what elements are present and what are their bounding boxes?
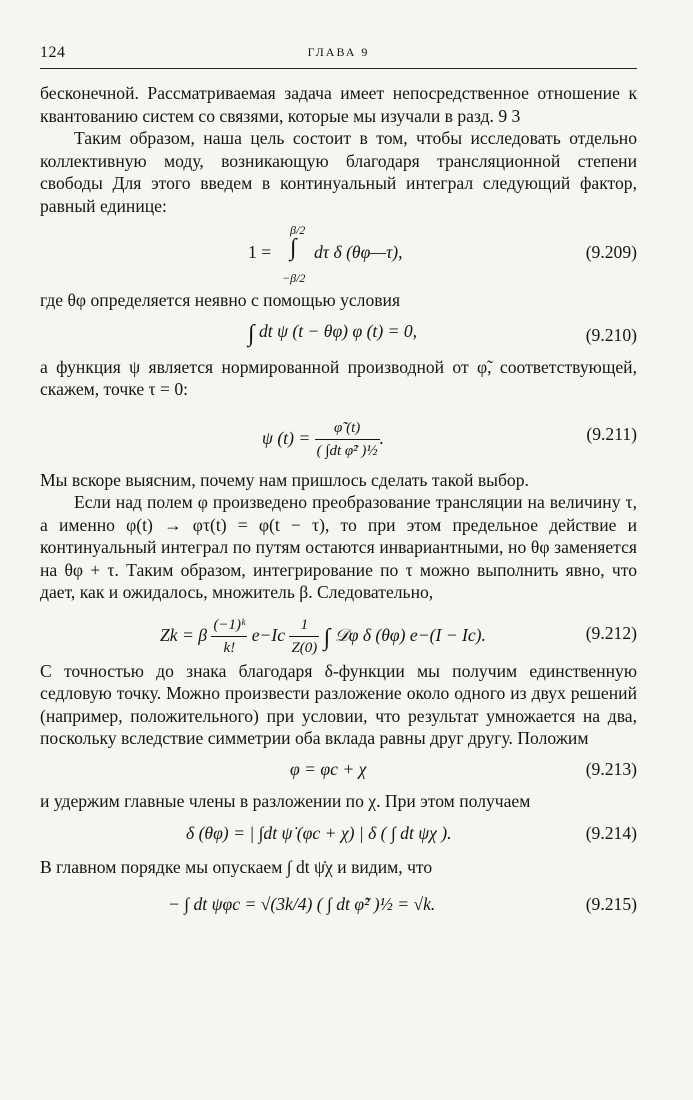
- equation-body: − ∫ dt ψφc = √(3k/4) ( ∫ dt φ̃̇² )½ = √k.: [168, 893, 436, 914]
- integral-sign: ∫: [290, 235, 297, 261]
- equation-number: (9.214): [585, 823, 637, 843]
- header-rule: [40, 68, 637, 69]
- fraction-denominator: k!: [223, 640, 236, 656]
- paragraph: С точностью до знака благодаря δ-функции мы получим единственную седловую точку. Можно произвести разложение около одного из двух решений (например, положительного) при условии, что результат умножается на два, поскольку вследствие симметрии оба вклада равны друг другу. Положим: [40, 660, 637, 748]
- equation-number: (9.211): [586, 423, 637, 444]
- equation-9-215: [40, 879, 637, 929]
- paragraph: Таким образом, наша цель состоит в том, чтобы исследовать отдельно коллективную моду, возникающую благодаря трансляционной степени свободы Для этого введем в континуальный интеграл следующий фактор, равный единице:: [40, 128, 637, 216]
- paragraph: а функция ψ является нормированной производной от φ̃, соответствующей, скажем, точке τ = 0:: [40, 356, 637, 399]
- equation-number: (9.213): [585, 758, 637, 779]
- equation-9-209: [40, 217, 637, 289]
- fraction: [315, 417, 380, 463]
- fraction-numerator: (−1)ᵏ: [211, 614, 247, 638]
- equation-lhs: Zk = β: [160, 624, 208, 645]
- equation-lhs: 1 =: [248, 242, 272, 262]
- paragraph: Мы вскоре выясним, почему нам пришлось сделать такой выбор.: [40, 469, 529, 490]
- fraction: [289, 614, 319, 660]
- exponential-factor: e−Ic: [251, 624, 286, 645]
- equation-number: (9.212): [585, 622, 637, 643]
- equation-body: 𝒟φ δ (θφ) e−(I − Ic).: [334, 624, 486, 645]
- fraction-numerator: φ̃̇ (t): [315, 417, 380, 441]
- fraction-denominator: ( ∫dt φ̃̇² )½: [316, 443, 378, 459]
- paragraph: и удержим главные члены в разложении по χ. При этом получаем: [40, 790, 531, 811]
- fraction-denominator: Z(0): [291, 640, 318, 656]
- page-body: [40, 82, 637, 929]
- equation-lhs: ψ (t) =: [262, 427, 315, 448]
- equation-9-214: [40, 812, 637, 856]
- fraction: [211, 614, 247, 660]
- integral-lower-limit: −β/2: [282, 271, 306, 285]
- page-number: 124: [40, 44, 66, 61]
- running-header: [40, 44, 637, 64]
- equation-body: dτ δ (θφ—τ),: [314, 242, 403, 262]
- equation-body: dt ψ (t − θφ) φ (t) = 0,: [258, 320, 418, 341]
- integral-upper-limit: β/2: [290, 223, 306, 237]
- equation-number: (9.215): [585, 893, 637, 914]
- equation-number: (9.209): [585, 242, 637, 262]
- chapter-title: ГЛАВА 9: [307, 45, 370, 59]
- equation-9-211: ψ (t) = $\frac{\varphĩ̇ (t)}{\text{( ∫dt φ̃̇² )½}}$ . (9.211): [40, 401, 637, 465]
- paragraph: где θφ определяется неявно с помощью условия: [40, 290, 401, 310]
- fraction-numerator: 1: [289, 614, 319, 638]
- equation-body: δ (θφ) = | ∫dt ψ̇ (φc + χ) | δ ( ∫ dt ψχ ).: [186, 823, 452, 843]
- integral-sign: ∫: [248, 320, 255, 347]
- equation-9-213: [40, 750, 637, 790]
- paragraph: Если над полем φ произведено преобразование трансляции на величину τ, а именно φ(t) → φτ(t) = φ(t − τ), то при этом предельное действие и континуальный интеграл по путям остаются инвариантными, но θφ заменяется на θφ + τ. Таким образом, интегрирование по τ можно выполнить явно, что дает, как и ожидалось, множитель β. Следовательно,: [40, 492, 637, 602]
- paragraph: бесконечной. Рассматриваемая задача имеет непосредственное отношение к квантованию систем со связями, которые мы изучали в разд. 9 3: [40, 83, 637, 126]
- paragraph: В главном порядке мы опускаем ∫ dt ψ̇χ и видим, что: [40, 857, 433, 877]
- equation-body: φ = φc + χ: [290, 758, 367, 779]
- equation-9-212: [40, 604, 637, 660]
- integral-sign: ∫: [323, 624, 331, 651]
- equation-number: (9.210): [585, 324, 637, 345]
- equation-9-210: [40, 312, 637, 356]
